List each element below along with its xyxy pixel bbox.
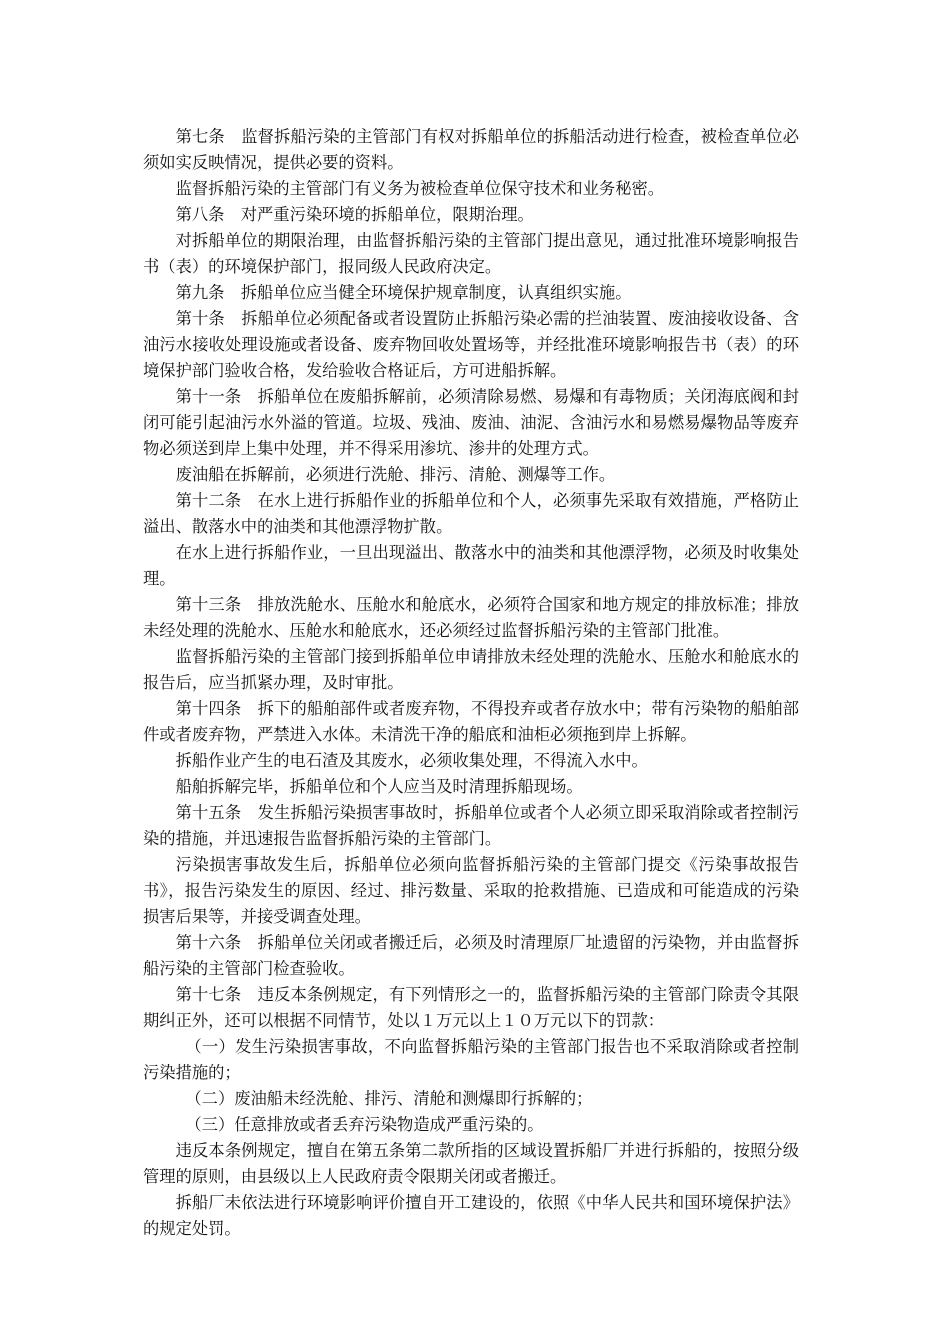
paragraph: 在水上进行拆船作业，一旦出现溢出、散落水中的油类和其他漂浮物，必须及时收集处理。 [143,543,799,588]
paragraph: 拆船厂未依法进行环境影响评价擅自开工建设的，依照《中华人民共和国环境保护法》的规定处罚。 [143,1193,799,1238]
paragraph-article-13: 第十三条 排放洗舱水、压舱水和舱底水，必须符合国家和地方规定的排放标准；排放未经处理的洗舱水、压舱水和舱底水，还必须经过监督拆船污染的主管部门批准。 [143,595,799,640]
document-body [143,124,799,1242]
paragraph-article-8: 第八条 对严重污染环境的拆船单位，限期治理。 [175,205,534,224]
paragraph-article-15: 第十五条 发生拆船污染损害事故时，拆船单位或者个人必须立即采取消除或者控制污染的措施，并迅速报告监督拆船污染的主管部门。 [143,803,799,848]
paragraph: 监督拆船污染的主管部门有义务为被检查单位保守技术和业务秘密。 [175,179,665,198]
list-item: （三）任意排放或者丢弃污染物造成严重污染的。 [185,1115,544,1134]
paragraph: 污染损害事故发生后，拆船单位必须向监督拆船污染的主管部门提交《污染事故报告书》，报告污染发生的原因、经过、排污数量、采取的抢救措施、已造成和可能造成的污染损害后果等，并接受调查处理。 [143,855,799,926]
list-item: （二）废油船未经洗舱、排污、清舱和测爆即行拆解的； [185,1089,593,1108]
paragraph: 监督拆船污染的主管部门接到拆船单位申请排放未经处理的洗舱水、压舱水和舱底水的报告后，应当抓紧办理，及时审批。 [143,647,799,692]
paragraph-article-11: 第十一条 拆船单位在废船拆解前，必须清除易燃、易爆和有毒物质；关闭海底阀和封闭可能引起油污水外溢的管道。垃圾、残油、废油、油泥、含油污水和易燃易爆物品等废弃物必须送到岸上集中处理，并不得采用渗坑、渗井的处理方式。 [143,387,799,458]
list-item: （一）发生污染损害事故，不向监督拆船污染的主管部门报告也不采取消除或者控制污染措施的； [143,1037,799,1082]
paragraph-article-9: 第九条 拆船单位应当健全环境保护规章制度，认真组织实施。 [175,283,632,302]
paragraph: 船舶拆解完毕，拆船单位和个人应当及时清理拆船现场。 [175,777,583,796]
paragraph-article-17: 第十七条 违反本条例规定，有下列情形之一的，监督拆船污染的主管部门除责令其限期纠正外，还可以根据不同情节，处以１万元以上１０万元以下的罚款： [143,985,799,1030]
paragraph-article-7: 第七条 监督拆船污染的主管部门有权对拆船单位的拆船活动进行检查，被检查单位必须如实反映情况，提供必要的资料。 [143,127,799,172]
paragraph-article-16: 第十六条 拆船单位关闭或者搬迁后，必须及时清理原厂址遗留的污染物，并由监督拆船污染的主管部门检查验收。 [143,933,799,978]
paragraph: 违反本条例规定，擅自在第五条第二款所指的区域设置拆船厂并进行拆船的，按照分级管理的原则，由县级以上人民政府责令限期关闭或者搬迁。 [143,1141,799,1186]
paragraph: 废油船在拆解前，必须进行洗舱、排污、清舱、测爆等工作。 [175,465,616,484]
paragraph-article-10: 第十条 拆船单位必须配备或者设置防止拆船污染必需的拦油装置、废油接收设备、含油污水接收处理设施或者设备、废弃物回收处置场等，并经批准环境影响报告书（表）的环境保护部门验收合格，发给验收合格证后，方可进船拆解。 [143,309,799,380]
paragraph-article-14: 第十四条 拆下的船舶部件或者废弃物，不得投弃或者存放水中；带有污染物的船舶部件或者废弃物，严禁进入水体。未清洗干净的船底和油柜必须拖到岸上拆解。 [143,699,799,744]
paragraph-article-12: 第十二条 在水上进行拆船作业的拆船单位和个人，必须事先采取有效措施，严格防止溢出、散落水中的油类和其他漂浮物扩散。 [143,491,799,536]
paragraph: 对拆船单位的期限治理，由监督拆船污染的主管部门提出意见，通过批准环境影响报告书（表）的环境保护部门，报同级人民政府决定。 [143,231,799,276]
paragraph: 拆船作业产生的电石渣及其废水，必须收集处理，不得流入水中。 [175,751,648,770]
